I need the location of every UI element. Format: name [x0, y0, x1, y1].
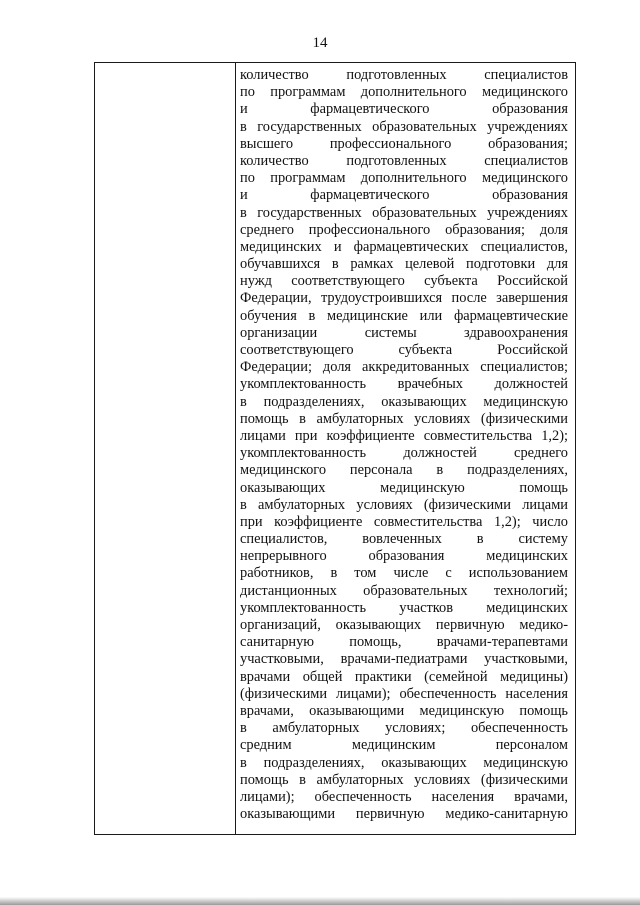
text-line: дистанционных образовательных технологий; [240, 582, 568, 599]
text-line: в подразделениях, оказывающих медицинскую [240, 754, 568, 771]
text-line: в подразделениях, оказывающих медицинскую [240, 393, 568, 410]
document-table [94, 62, 576, 835]
text-line: Федерации, трудоустроившихся после завершения [240, 290, 568, 307]
text-line: по программам дополнительного медицинского [240, 170, 568, 187]
text-line: (физическими лицами); обеспеченность населения [240, 685, 568, 702]
text-line: непрерывного образования медицинских [240, 548, 568, 565]
text-line: и фармацевтического образования [240, 187, 568, 204]
text-line: по программам дополнительного медицинского [240, 84, 568, 101]
text-line: врачами, оказывающими медицинскую помощь [240, 702, 568, 719]
text-line: оказывающих медицинскую помощь [240, 479, 568, 496]
table-column-divider [235, 63, 236, 834]
text-line: средним медицинским персоналом [240, 737, 568, 754]
text-line: и фармацевтического образования [240, 101, 568, 118]
text-line: оказывающими первичную медико-санитарную [240, 806, 568, 823]
text-line: количество подготовленных специалистов [240, 67, 568, 83]
page-number: 14 [312, 35, 328, 51]
text-line: Федерации; доля аккредитованных специалистов; [240, 359, 568, 376]
text-line: организации системы здравоохранения [240, 324, 568, 341]
text-line: нужд соответствующего субъекта Российской [240, 273, 568, 290]
text-line: в государственных образовательных учреждениях [240, 118, 568, 135]
text-line: организаций, оказывающих первичную медико- [240, 617, 568, 633]
text-line: высшего профессионального образования; [240, 135, 568, 152]
text-line: среднего профессионального образования; доля [240, 221, 568, 238]
text-line: помощь в амбулаторных условиях (физическими [240, 771, 568, 788]
text-line: санитарную помощь, врачами-терапевтами [240, 634, 568, 651]
text-line: обучавшихся в рамках целевой подготовки для [240, 256, 568, 273]
text-line: специалистов, вовлеченных в систему [240, 531, 568, 548]
text-line: количество подготовленных специалистов [240, 152, 568, 169]
text-line: в государственных образовательных учреждениях [240, 204, 568, 221]
text-line: медицинских и фармацевтических специалистов, [240, 238, 568, 255]
table-cell-left-empty [95, 63, 235, 834]
text-line: лицами при коэффициенте совместительства 1,2); [240, 427, 568, 444]
text-line: при коэффициенте совместительства 1,2); число [240, 513, 568, 530]
text-line: соответствующего субъекта Российской [240, 342, 568, 358]
text-line: врачами общей практики (семейной медицины) [240, 668, 568, 685]
text-line: обучения в медицинские или фармацевтические [240, 307, 568, 324]
text-line: укомплектованность участков медицинских [240, 599, 568, 616]
scan-bottom-edge [0, 897, 640, 905]
text-line: участковыми, врачами-педиатрами участковыми, [240, 651, 568, 668]
text-line: в амбулаторных условиях (физическими лицами [240, 496, 568, 513]
text-line: медицинского персонала в подразделениях, [240, 462, 568, 479]
text-line: в амбулаторных условиях; обеспеченность [240, 720, 568, 737]
text-line: лицами); обеспеченность населения врачами, [240, 788, 568, 805]
text-line: укомплектованность врачебных должностей [240, 376, 568, 393]
text-line: работников, в том числе с использованием [240, 565, 568, 582]
text-line: помощь в амбулаторных условиях (физическими [240, 410, 568, 427]
table-cell-indicators-text [240, 67, 568, 823]
text-line: укомплектованность должностей среднего [240, 445, 568, 462]
